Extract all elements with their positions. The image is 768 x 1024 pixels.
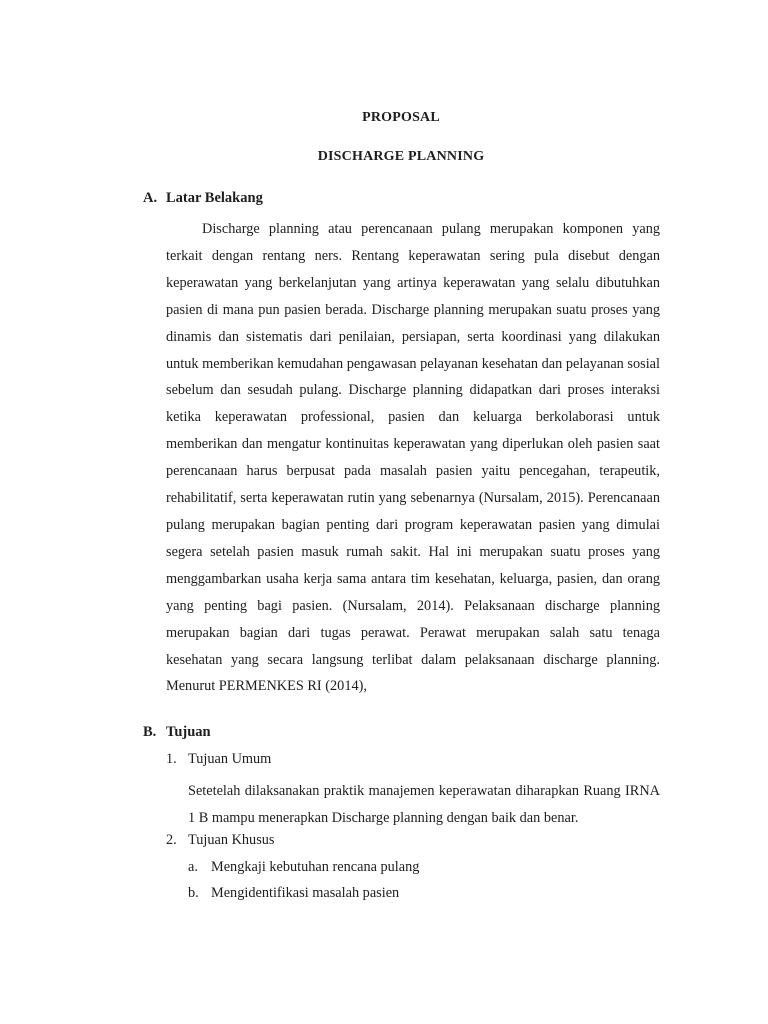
list-label: Tujuan Umum	[188, 751, 272, 767]
section-b-letter: B.	[143, 724, 157, 740]
sub-list-item	[188, 859, 419, 876]
list-number: 2.	[166, 832, 177, 848]
sub-list-letter: b.	[188, 885, 199, 901]
section-b-heading	[143, 724, 211, 741]
section-a-heading	[143, 190, 263, 207]
sub-list-letter: a.	[188, 859, 198, 875]
tujuan-umum-text: Setetelah dilaksanakan praktik manajemen keperawatan diharapkan Ruang IRNA 1 B mampu menerapkan Discharge planning dengan baik dan benar.	[188, 783, 660, 826]
sub-list-text: Mengidentifikasi masalah pasien	[211, 885, 400, 901]
list-item-tujuan-umum	[166, 751, 271, 768]
list-number: 1.	[166, 751, 177, 767]
section-a-paragraph: Discharge planning atau perencanaan pulang merupakan komponen yang terkait dengan rentang ners. Rentang keperawatan sering pula disebut dengan keperawatan yang berkelanjutan yang artinya keperawatan yang selalu dibutuhkan pasien di mana pun pasien berada. Discharge planning merupakan suatu proses yang dinamis dan sistematis dari penilaian, persiapan, serta koordinasi yang dilakukan untuk memberikan kemudahan pengawasan pelayanan kesehatan dan pelayanan sosial sebelum dan sesudah pulang. Discharge planning didapatkan dari proses interaksi ketika keperawatan professional, pasien dan keluarga berkolaborasi untuk memberikan dan mengatur kontinuitas keperawatan yang diperlukan oleh pasien saat perencanaan harus berpusat pada masalah pasien yaitu pencegahan, terapeutik, rehabilitatif, serta keperawatan rutin yang sebenarnya (Nursalam, 2015). Perencanaan pulang merupakan bagian penting dari program keperawatan pasien yang dimulai segera setelah pasien masuk rumah sakit. Hal ini merupakan suatu proses yang menggambarkan usaha kerja sama antara tim kesehatan, keluarga, pasien, dan orang yang penting bagi pasien. (Nursalam, 2014). Pelaksanaan discharge planning merupakan bagian dari tugas perawat. Perawat merupakan salah satu tenaga kesehatan yang secara langsung terlibat dalam pelaksanaan discharge planning. Menurut PERMENKES RI (2014),	[166, 221, 660, 695]
list-label: Tujuan Khusus	[188, 832, 275, 848]
document-subtitle: DISCHARGE PLANNING	[317, 149, 485, 164]
section-a-title: Latar Belakang	[166, 190, 263, 206]
list-item-tujuan-khusus	[166, 832, 274, 849]
sub-list-text: Mengkaji kebutuhan rencana pulang	[211, 859, 420, 875]
section-a-letter: A.	[143, 190, 158, 206]
sub-list-item	[188, 885, 399, 902]
document-title: PROPOSAL	[362, 110, 440, 125]
section-b-title: Tujuan	[166, 724, 211, 740]
